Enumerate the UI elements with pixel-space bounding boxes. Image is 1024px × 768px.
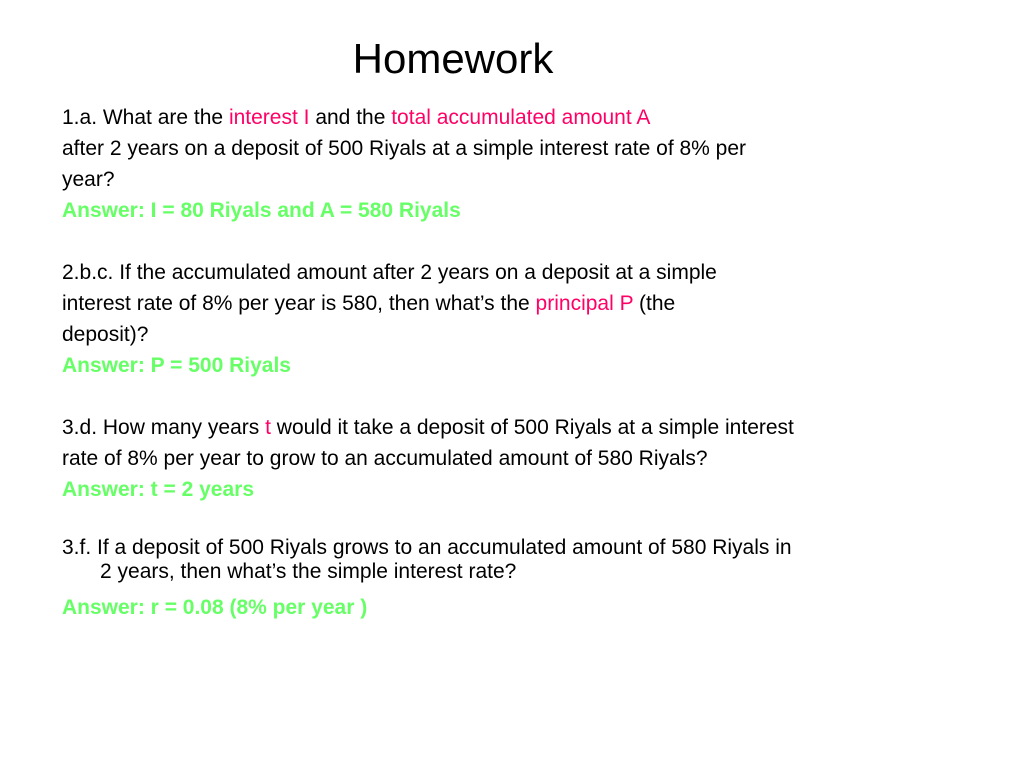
question-3 bbox=[62, 412, 982, 505]
question-1-line-1 bbox=[62, 102, 982, 133]
question-3-term-years: t bbox=[265, 416, 271, 439]
question-2-line-2-suffix: (the bbox=[633, 292, 676, 315]
question-4-line-2: 2 years, then what’s the simple interest rate? bbox=[100, 560, 517, 583]
question-2-line-1: 2.b.c. If the accumulated amount after 2 years on a deposit at a simple bbox=[62, 261, 717, 284]
question-3-prefix: 3.d. How many years bbox=[62, 416, 266, 439]
question-1 bbox=[62, 102, 982, 226]
question-1-mid: and the bbox=[309, 106, 392, 129]
question-1-term-amount: total accumulated amount A bbox=[391, 106, 651, 129]
question-4-line-1: 3.f. If a deposit of 500 Riyals grows to an accumulated amount of 580 Riyals in bbox=[62, 536, 792, 559]
question-2-line-2 bbox=[62, 288, 982, 319]
question-3-answer: Answer: t = 2 years bbox=[62, 478, 255, 501]
spacer bbox=[62, 226, 982, 257]
question-1-line-2: after 2 years on a deposit of 500 Riyals at a simple interest rate of 8% per bbox=[62, 137, 747, 160]
question-4 bbox=[62, 536, 982, 623]
spacer bbox=[62, 505, 982, 536]
question-1-term-interest: interest I bbox=[228, 106, 310, 129]
question-3-line-1 bbox=[62, 412, 982, 443]
question-2-line-2-prefix: interest rate of 8% per year is 580, then what’s the bbox=[62, 292, 536, 315]
question-1-prefix: 1.a. What are the bbox=[62, 106, 229, 129]
question-1-answer: Answer: I = 80 Riyals and A = 580 Riyals bbox=[62, 199, 461, 222]
homework-body bbox=[62, 102, 982, 623]
question-1-line-3: year? bbox=[62, 168, 115, 191]
question-4-answer: Answer: r = 0.08 (8% per year ) bbox=[62, 596, 368, 619]
spacer bbox=[62, 584, 982, 592]
question-3-line-2: rate of 8% per year to grow to an accumulated amount of 580 Riyals? bbox=[62, 447, 708, 470]
page-title: Homework bbox=[352, 35, 554, 82]
question-2 bbox=[62, 257, 982, 381]
question-2-answer: Answer: P = 500 Riyals bbox=[62, 354, 291, 377]
question-2-term-principal: principal P bbox=[535, 292, 634, 315]
question-3-suffix: would it take a deposit of 500 Riyals at a simple interest bbox=[270, 416, 794, 439]
spacer bbox=[62, 381, 982, 412]
question-2-line-3: deposit)? bbox=[62, 323, 149, 346]
